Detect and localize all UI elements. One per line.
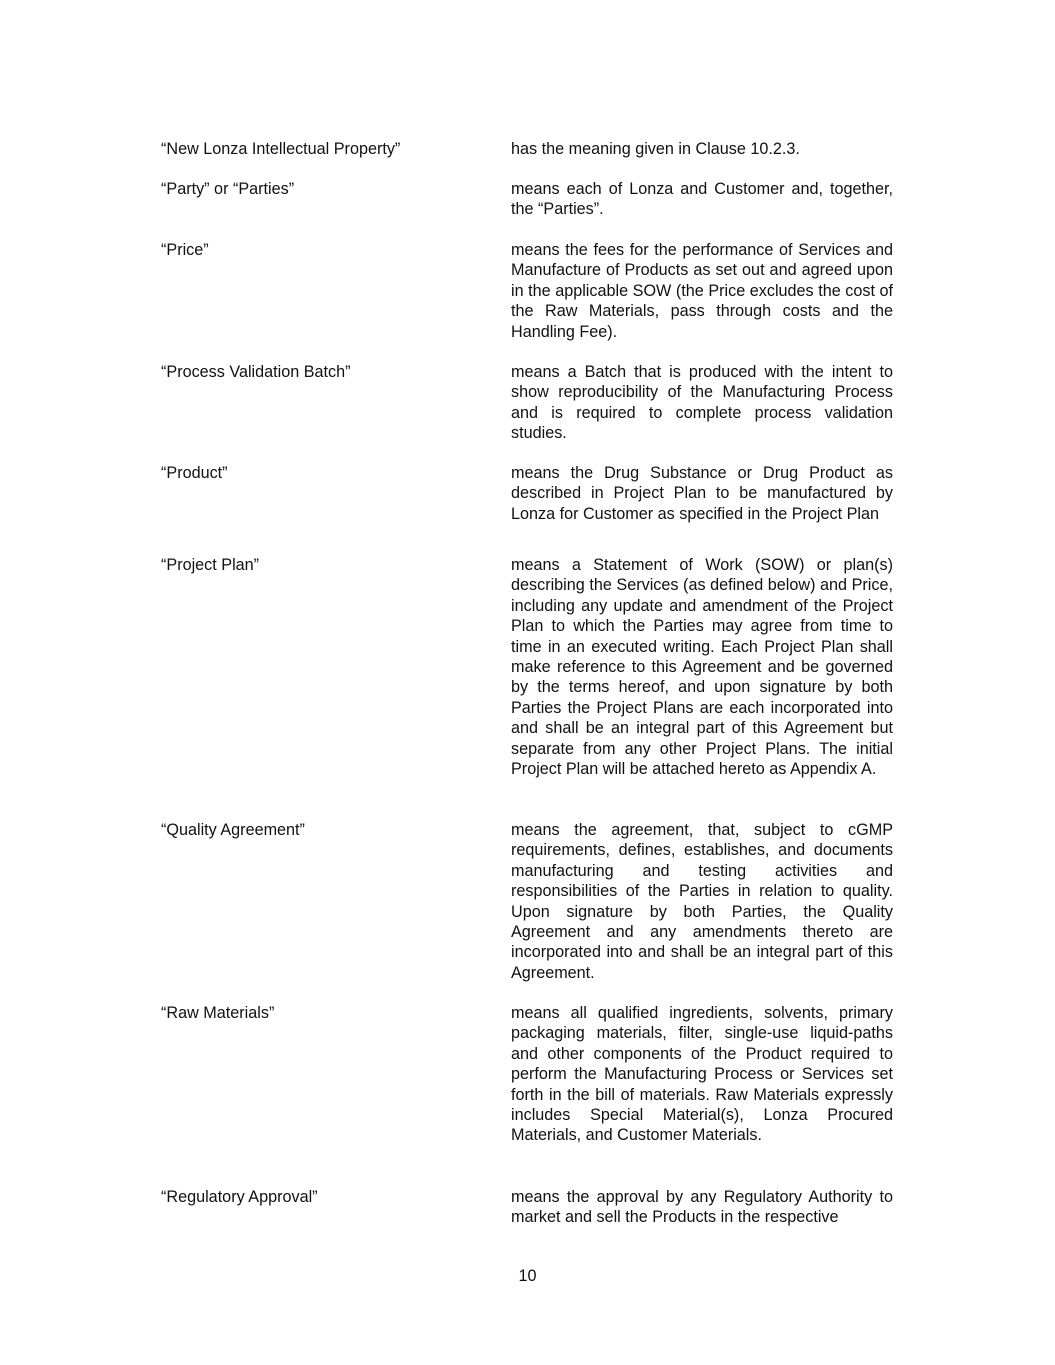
defined-term: “New Lonza Intellectual Property” [161, 140, 401, 158]
defined-term: “Project Plan” [161, 556, 260, 574]
definition-text: means all qualified ingredients, solvents, primary packaging materials, filter, single-use liquid-paths and other components of the Product required to perform the Manufacturing Process or Services set forth in the bill of materials. Raw Materials expressly includes Special Material(s), Lonza Procured Materials, and Customer Materials. [511, 1004, 893, 1145]
defined-term: “Quality Agreement” [161, 821, 305, 839]
defined-term: “Regulatory Approval” [161, 1188, 318, 1206]
definition-text: means the approval by any Regulatory Authority to market and sell the Products in the respective [511, 1188, 893, 1227]
defined-term: “Process Validation Batch” [161, 363, 351, 381]
defined-term: “Raw Materials” [161, 1004, 275, 1022]
defined-term: “Price” [161, 241, 209, 259]
definition-text: means a Batch that is produced with the intent to show reproducibility of the Manufacturing Process and is required to complete process validation studies. [511, 363, 893, 443]
definition-text: has the meaning given in Clause 10.2.3. [511, 140, 800, 158]
definition-text: means the agreement, that, subject to cGMP requirements, defines, establishes, and documents manufacturing and testing activities and responsibilities of the Parties in relation to quality. Upon signature by both Parties, the Quality Agreement and any amendments thereto are incorporated into and shall be an integral part of this Agreement. [511, 821, 893, 982]
definition-text: means the Drug Substance or Drug Product as described in Project Plan to be manufactured by Lonza for Customer as specified in the Project Plan [511, 464, 893, 523]
definition-text: means the fees for the performance of Services and Manufacture of Products as set out and agreed upon in the applicable SOW (the Price excludes the cost of the Raw Materials, pass through costs and the Handling Fee). [511, 241, 893, 341]
definition-text: means a Statement of Work (SOW) or plan(s) describing the Services (as defined below) and Price, including any update and amendment of the Project Plan to which the Parties may agree from time to time in an executed writing. Each Project Plan shall make reference to this Agreement and be governed by the terms hereof, and upon signature by both Parties the Project Plans are each incorporated into and shall be an integral part of this Agreement but separate from any other Project Plans. The initial Project Plan will be attached hereto as Appendix A. [511, 556, 893, 779]
definition-text: means each of Lonza and Customer and, together, the “Parties”. [511, 180, 893, 219]
page-number: 10 [518, 1267, 537, 1285]
defined-term: “Party” or “Parties” [161, 180, 295, 198]
defined-term: “Product” [161, 464, 228, 482]
